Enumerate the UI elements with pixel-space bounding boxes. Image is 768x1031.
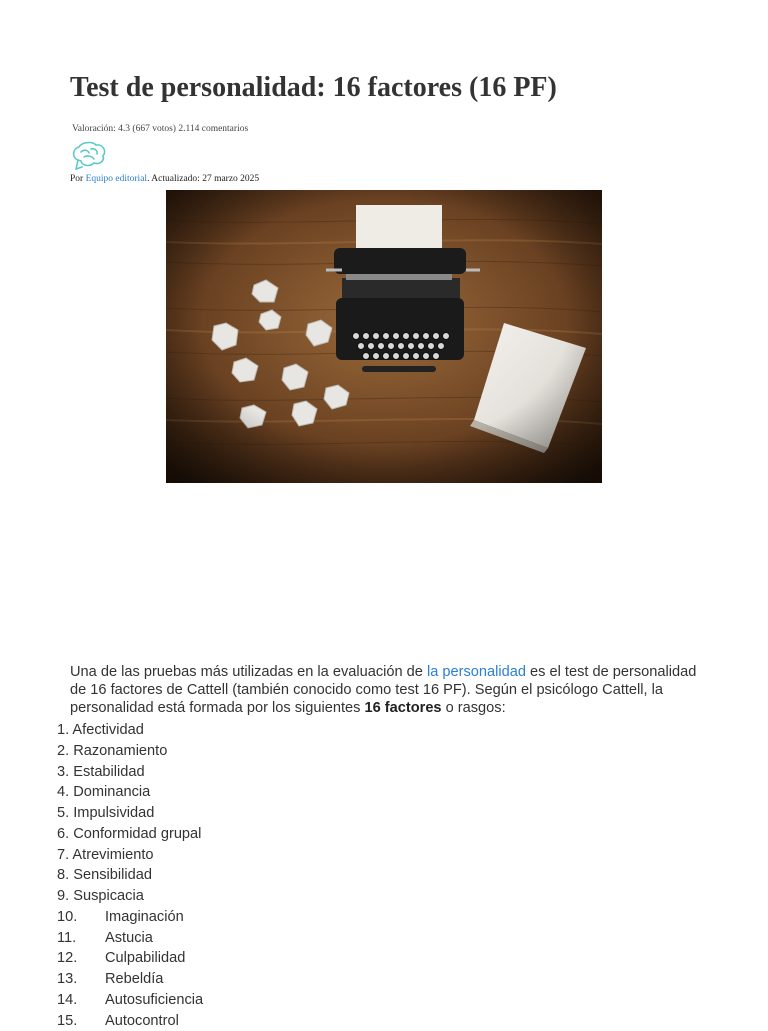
item-label: Rebeldía bbox=[105, 971, 163, 987]
list-item bbox=[57, 782, 203, 803]
item-label: Afectividad bbox=[72, 722, 143, 738]
list-item bbox=[57, 865, 203, 886]
item-number: 15. bbox=[57, 1011, 105, 1031]
list-item bbox=[57, 741, 203, 762]
list-item bbox=[57, 762, 203, 783]
list-item bbox=[57, 969, 203, 990]
typewriter-photo bbox=[166, 190, 602, 483]
list-item bbox=[57, 928, 203, 949]
item-label: Atrevimiento bbox=[72, 847, 153, 863]
item-number: 11. bbox=[57, 928, 105, 949]
item-label: Suspicacia bbox=[73, 888, 144, 904]
item-label: Impulsividad bbox=[73, 805, 154, 821]
item-label: Imaginación bbox=[105, 909, 184, 925]
list-item bbox=[57, 720, 203, 741]
item-number: 1. bbox=[57, 722, 69, 738]
item-number: 9. bbox=[57, 888, 69, 904]
item-number: 14. bbox=[57, 990, 105, 1011]
item-label: Astucia bbox=[105, 930, 153, 946]
list-item bbox=[57, 803, 203, 824]
item-number: 12. bbox=[57, 948, 105, 969]
author-link[interactable]: Equipo editorial bbox=[86, 174, 147, 184]
factor-list bbox=[57, 720, 203, 1031]
list-item bbox=[57, 990, 203, 1011]
intro-text-1: Una de las pruebas más utilizadas en la evaluación de bbox=[70, 664, 427, 680]
intro-paragraph bbox=[70, 663, 700, 717]
byline bbox=[70, 174, 259, 184]
item-label: Estabilidad bbox=[73, 764, 144, 780]
item-label: Sensibilidad bbox=[73, 867, 152, 883]
rating-summary: Valoración: 4.3 (667 votos) 2.114 comentarios bbox=[72, 124, 248, 134]
item-label: Razonamiento bbox=[73, 743, 167, 759]
item-label: Autocontrol bbox=[105, 1013, 179, 1029]
item-label: Conformidad grupal bbox=[73, 826, 201, 842]
list-item bbox=[57, 1011, 203, 1031]
byline-prefix: Por bbox=[70, 174, 86, 184]
item-number: 5. bbox=[57, 805, 69, 821]
list-item bbox=[57, 907, 203, 928]
item-number: 13. bbox=[57, 969, 105, 990]
intro-text-3: o rasgos: bbox=[442, 700, 506, 716]
item-label: Dominancia bbox=[73, 784, 150, 800]
list-item bbox=[57, 948, 203, 969]
brain-icon[interactable] bbox=[70, 140, 108, 172]
personality-link[interactable]: la personalidad bbox=[427, 664, 526, 680]
item-label: Autosuficiencia bbox=[105, 992, 203, 1008]
item-number: 10. bbox=[57, 907, 105, 928]
intro-text-2: es el test de personalidad de 16 factores de Cattell (también conocido como test 16 PF). Según el psicólogo Cattell, la personalidad está formada por los siguientes bbox=[70, 664, 696, 716]
updated-date: . Actualizado: 27 marzo 2025 bbox=[147, 174, 259, 184]
item-number: 3. bbox=[57, 764, 69, 780]
list-item bbox=[57, 886, 203, 907]
list-item bbox=[57, 824, 203, 845]
item-number: 2. bbox=[57, 743, 69, 759]
item-label: Culpabilidad bbox=[105, 950, 185, 966]
page-title: Test de personalidad: 16 factores (16 PF) bbox=[70, 72, 557, 104]
item-number: 6. bbox=[57, 826, 69, 842]
item-number: 8. bbox=[57, 867, 69, 883]
item-number: 4. bbox=[57, 784, 69, 800]
intro-bold: 16 factores bbox=[364, 700, 441, 716]
list-item bbox=[57, 845, 203, 866]
item-number: 7. bbox=[57, 847, 69, 863]
